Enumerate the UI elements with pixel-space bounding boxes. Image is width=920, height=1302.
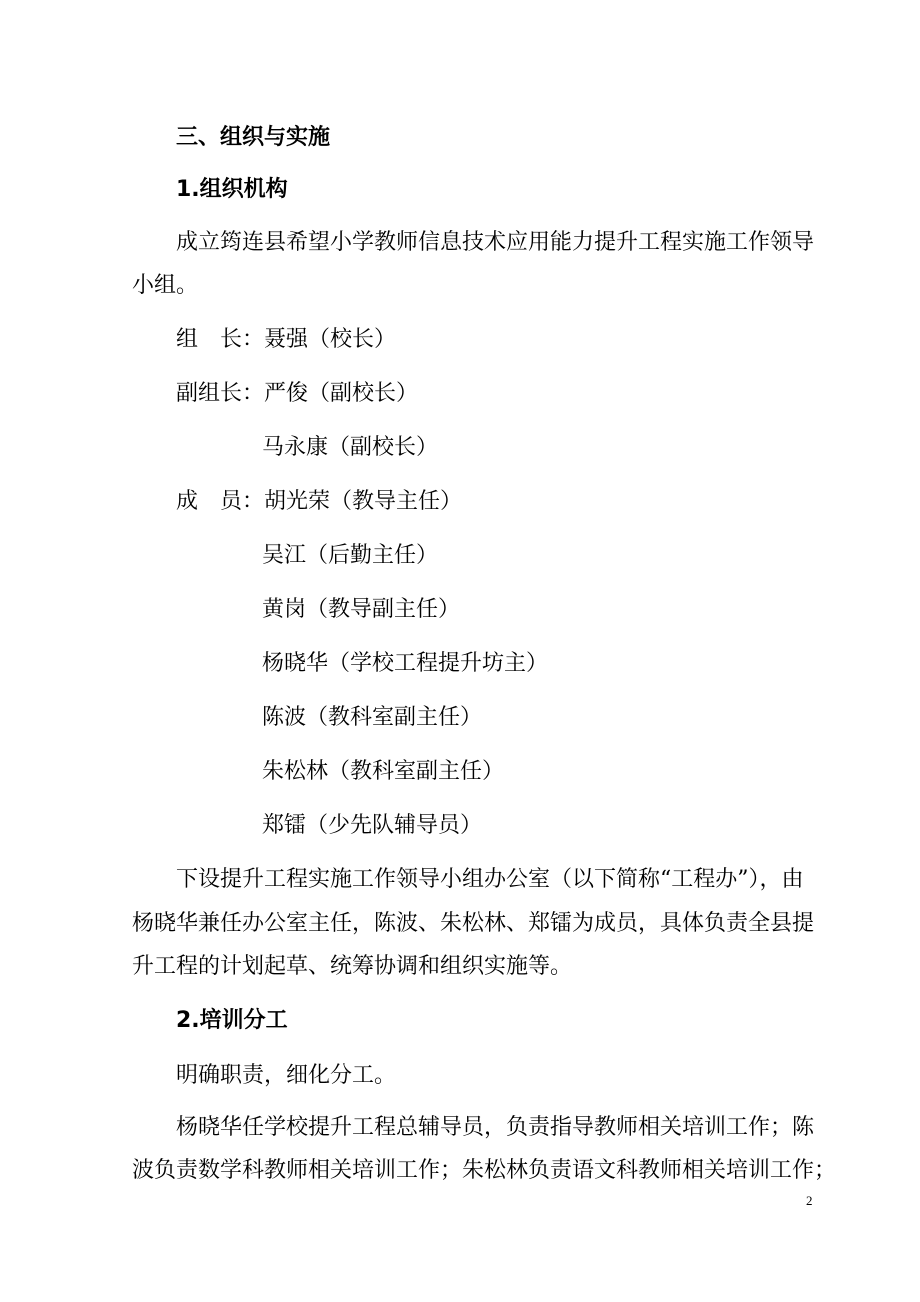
training-intro: 明确职责，细化分工。 <box>176 1063 397 1088</box>
section-heading: 三、组织与实施 <box>176 125 331 150</box>
member-line-5: 陈波（教科室副主任） <box>262 705 483 730</box>
page-number: 2 <box>806 1193 813 1208</box>
member-line-7: 郑镭（少先队辅导员） <box>262 813 483 838</box>
org-intro-line-1: 成立筠连县希望小学教师信息技术应用能力提升工程实施工作领导 <box>176 230 815 255</box>
training-detail-line-1: 杨晓华任学校提升工程总辅导员，负责指导教师相关培训工作；陈 <box>176 1115 815 1140</box>
office-line-3: 升工程的计划起草、统筹协调和组织实施等。 <box>132 954 573 979</box>
training-heading: 2.培训分工 <box>176 1008 288 1033</box>
leader-line: 组 长：聂强（校长） <box>176 327 397 352</box>
training-detail-line-2: 波负责数学科教师相关培训工作；朱松林负责语文科教师相关培训工作； <box>132 1158 837 1183</box>
member-line-2: 吴江（后勤主任） <box>262 543 439 568</box>
deputy-line-1: 副组长：严俊（副校长） <box>176 381 419 406</box>
office-line-2: 杨晓华兼任办公室主任，陈波、朱松林、郑镭为成员，具体负责全县提 <box>132 911 815 936</box>
member-line-4: 杨晓华（学校工程提升坊主） <box>262 651 549 676</box>
deputy-line-2: 马永康（副校长） <box>262 435 439 460</box>
org-intro-line-2: 小组。 <box>132 273 199 298</box>
member-line-1: 成 员：胡光荣（教导主任） <box>176 489 463 514</box>
office-line-1: 下设提升工程实施工作领导小组办公室（以下简称“工程办”），由 <box>176 867 804 892</box>
org-heading: 1.组织机构 <box>176 177 288 202</box>
member-line-6: 朱松林（教科室副主任） <box>262 759 505 784</box>
member-line-3: 黄岗（教导副主任） <box>262 597 461 622</box>
